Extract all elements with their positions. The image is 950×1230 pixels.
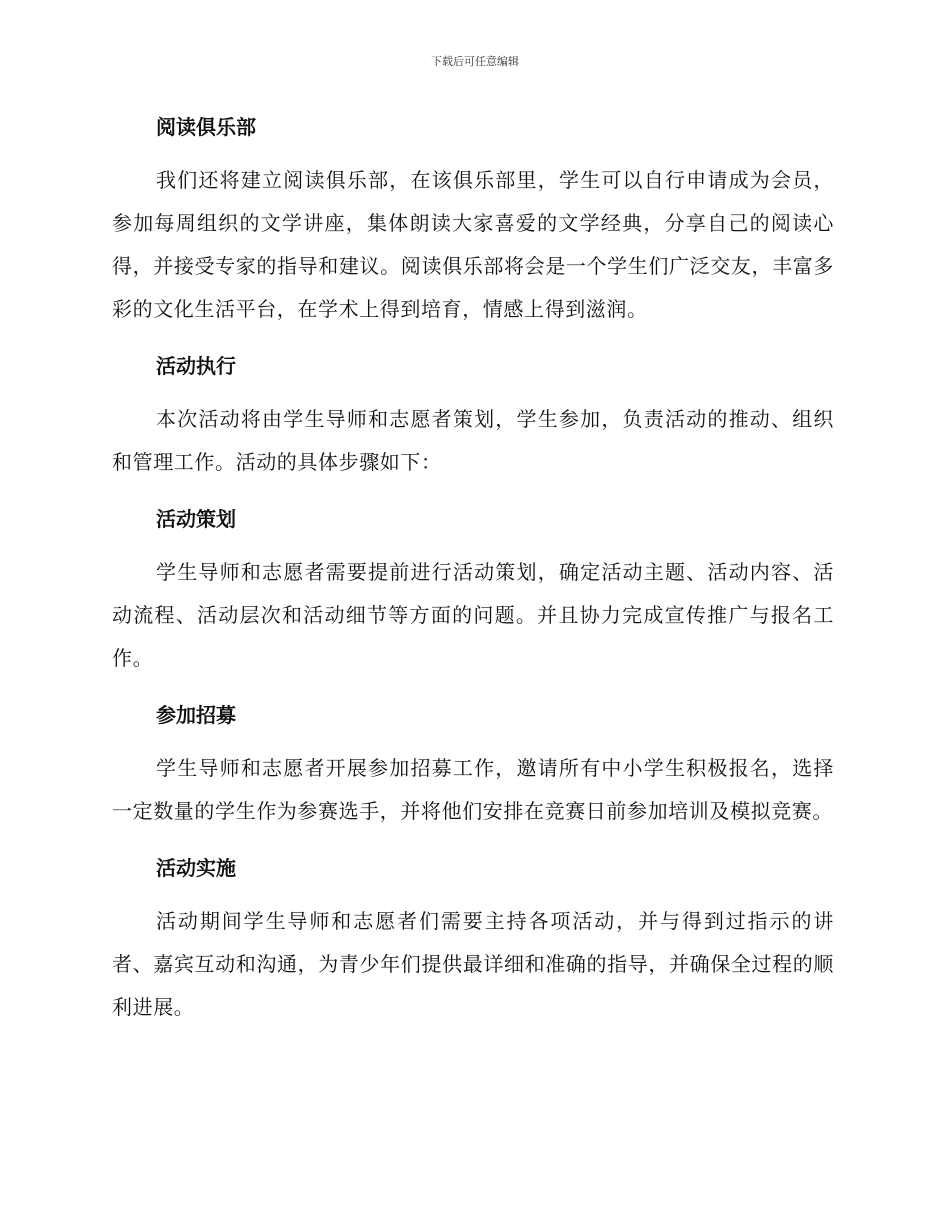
section-paragraph-implementation: 活动期间学生导师和志愿者们需要主持各项活动，并与得到过指示的讲者、嘉宾互动和沟通，为青少年们提供最详细和准确的指导，并确保全过程的顺利进展。 (112, 909, 834, 1019)
section-paragraph-reading-club: 我们还将建立阅读俱乐部，在该俱乐部里，学生可以自行申请成为会员，参加每周组织的文学讲座，集体朗读大家喜爱的文学经典，分享自己的阅读心得，并接受专家的指导和建议。阅读俱乐部将会是一个学生们广泛交友，丰富多彩的文化生活平台，在学术上得到培育，情感上得到滋润。 (112, 168, 834, 321)
page-header: 下载后可任意编辑 (431, 55, 519, 68)
section-title-activity-planning: 活动策划 (156, 507, 236, 531)
section-title-reading-club: 阅读俱乐部 (156, 115, 256, 139)
section-title-activity-execution: 活动执行 (156, 354, 236, 378)
document-body (112, 106, 834, 1043)
section-title-implementation: 活动实施 (156, 856, 236, 880)
section-title-recruitment: 参加招募 (156, 703, 236, 727)
section-paragraph-activity-execution: 本次活动将由学生导师和志愿者策划，学生参加，负责活动的推动、组织和管理工作。活动的具体步骤如下： (112, 407, 834, 474)
section-paragraph-activity-planning: 学生导师和志愿者需要提前进行活动策划，确定活动主题、活动内容、活动流程、活动层次和活动细节等方面的问题。并且协力完成宣传推广与报名工作。 (112, 560, 834, 670)
section-paragraph-recruitment: 学生导师和志愿者开展参加招募工作，邀请所有中小学生积极报名，选择一定数量的学生作为参赛选手，并将他们安排在竞赛日前参加培训及模拟竞赛。 (112, 756, 834, 823)
